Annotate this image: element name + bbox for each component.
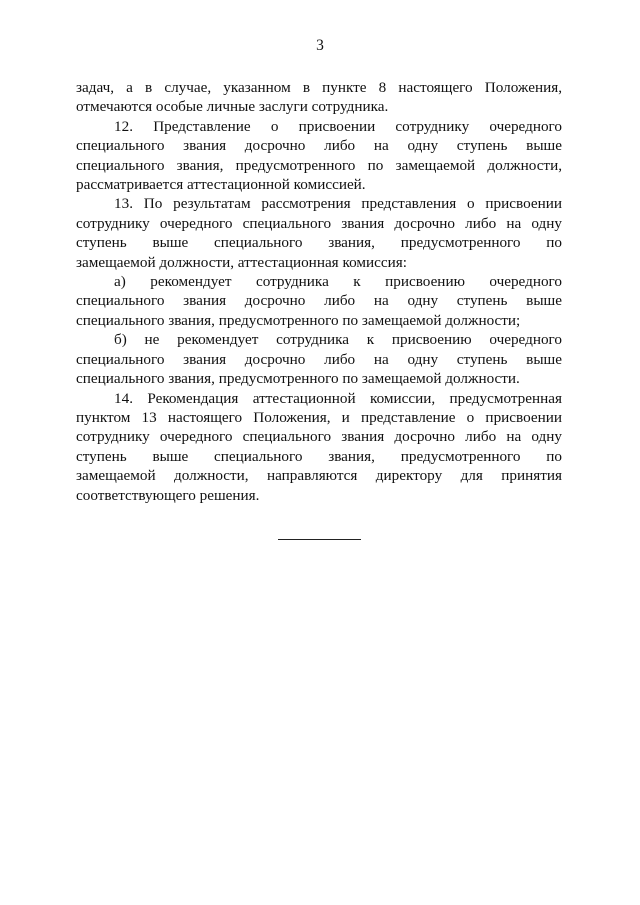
text-line: рассматривается аттестационной комиссией. bbox=[76, 176, 366, 194]
text-line: специального звания досрочно либо на одну ступень выше bbox=[76, 350, 562, 368]
text-line: специального звания, предусмотренного по замещаемой должности; bbox=[76, 311, 521, 329]
text-line: специального звания, предусмотренного по замещаемой должности. bbox=[76, 370, 520, 388]
text-line: специального звания, предусмотренного по замещаемой должности, bbox=[76, 156, 562, 174]
text-line: сотруднику очередного специального звания досрочно либо на одну bbox=[76, 428, 562, 446]
paragraph-continuation bbox=[76, 78, 562, 117]
text-line: б) не рекомендует сотрудника к присвоению очередного bbox=[114, 331, 562, 349]
text-line: задач, а в случае, указанном в пункте 8 настоящего Положения, bbox=[76, 79, 562, 96]
text-line: замещаемой должности, направляются директору для принятия bbox=[76, 467, 562, 485]
text-line: 14. Рекомендация аттестационной комиссии, предусмотренная bbox=[114, 389, 562, 407]
text-line: специального звания досрочно либо на одну ступень выше bbox=[76, 292, 562, 310]
text-line: 12. Представление о присвоении сотруднику очередного bbox=[114, 117, 562, 135]
text-line: отмечаются особые личные заслуги сотрудника. bbox=[76, 98, 389, 116]
text-line: пунктом 13 настоящего Положения, и представление о присвоении bbox=[76, 408, 562, 426]
document-body bbox=[76, 78, 562, 505]
paragraph-subitem-b bbox=[76, 330, 562, 388]
paragraph-item-14 bbox=[76, 389, 562, 505]
text-line: 13. По результатам рассмотрения представления о присвоении bbox=[114, 195, 562, 213]
text-line: соответствующего решения. bbox=[76, 486, 260, 504]
paragraph-subitem-a bbox=[76, 272, 562, 330]
text-line: замещаемой должности, аттестационная комиссия: bbox=[76, 253, 407, 271]
text-line: а) рекомендует сотрудника к присвоению очередного bbox=[114, 273, 562, 291]
text-line: сотруднику очередного специального звания досрочно либо на одну bbox=[76, 214, 562, 232]
page-number: 3 bbox=[316, 37, 324, 54]
text-line: ступень выше специального звания, предусмотренного по bbox=[76, 447, 562, 465]
paragraph-item-13 bbox=[76, 194, 562, 272]
end-divider-line bbox=[278, 539, 361, 540]
text-line: специального звания досрочно либо на одну ступень выше bbox=[76, 137, 562, 155]
paragraph-item-12 bbox=[76, 117, 562, 195]
text-line: ступень выше специального звания, предусмотренного по bbox=[76, 234, 562, 252]
